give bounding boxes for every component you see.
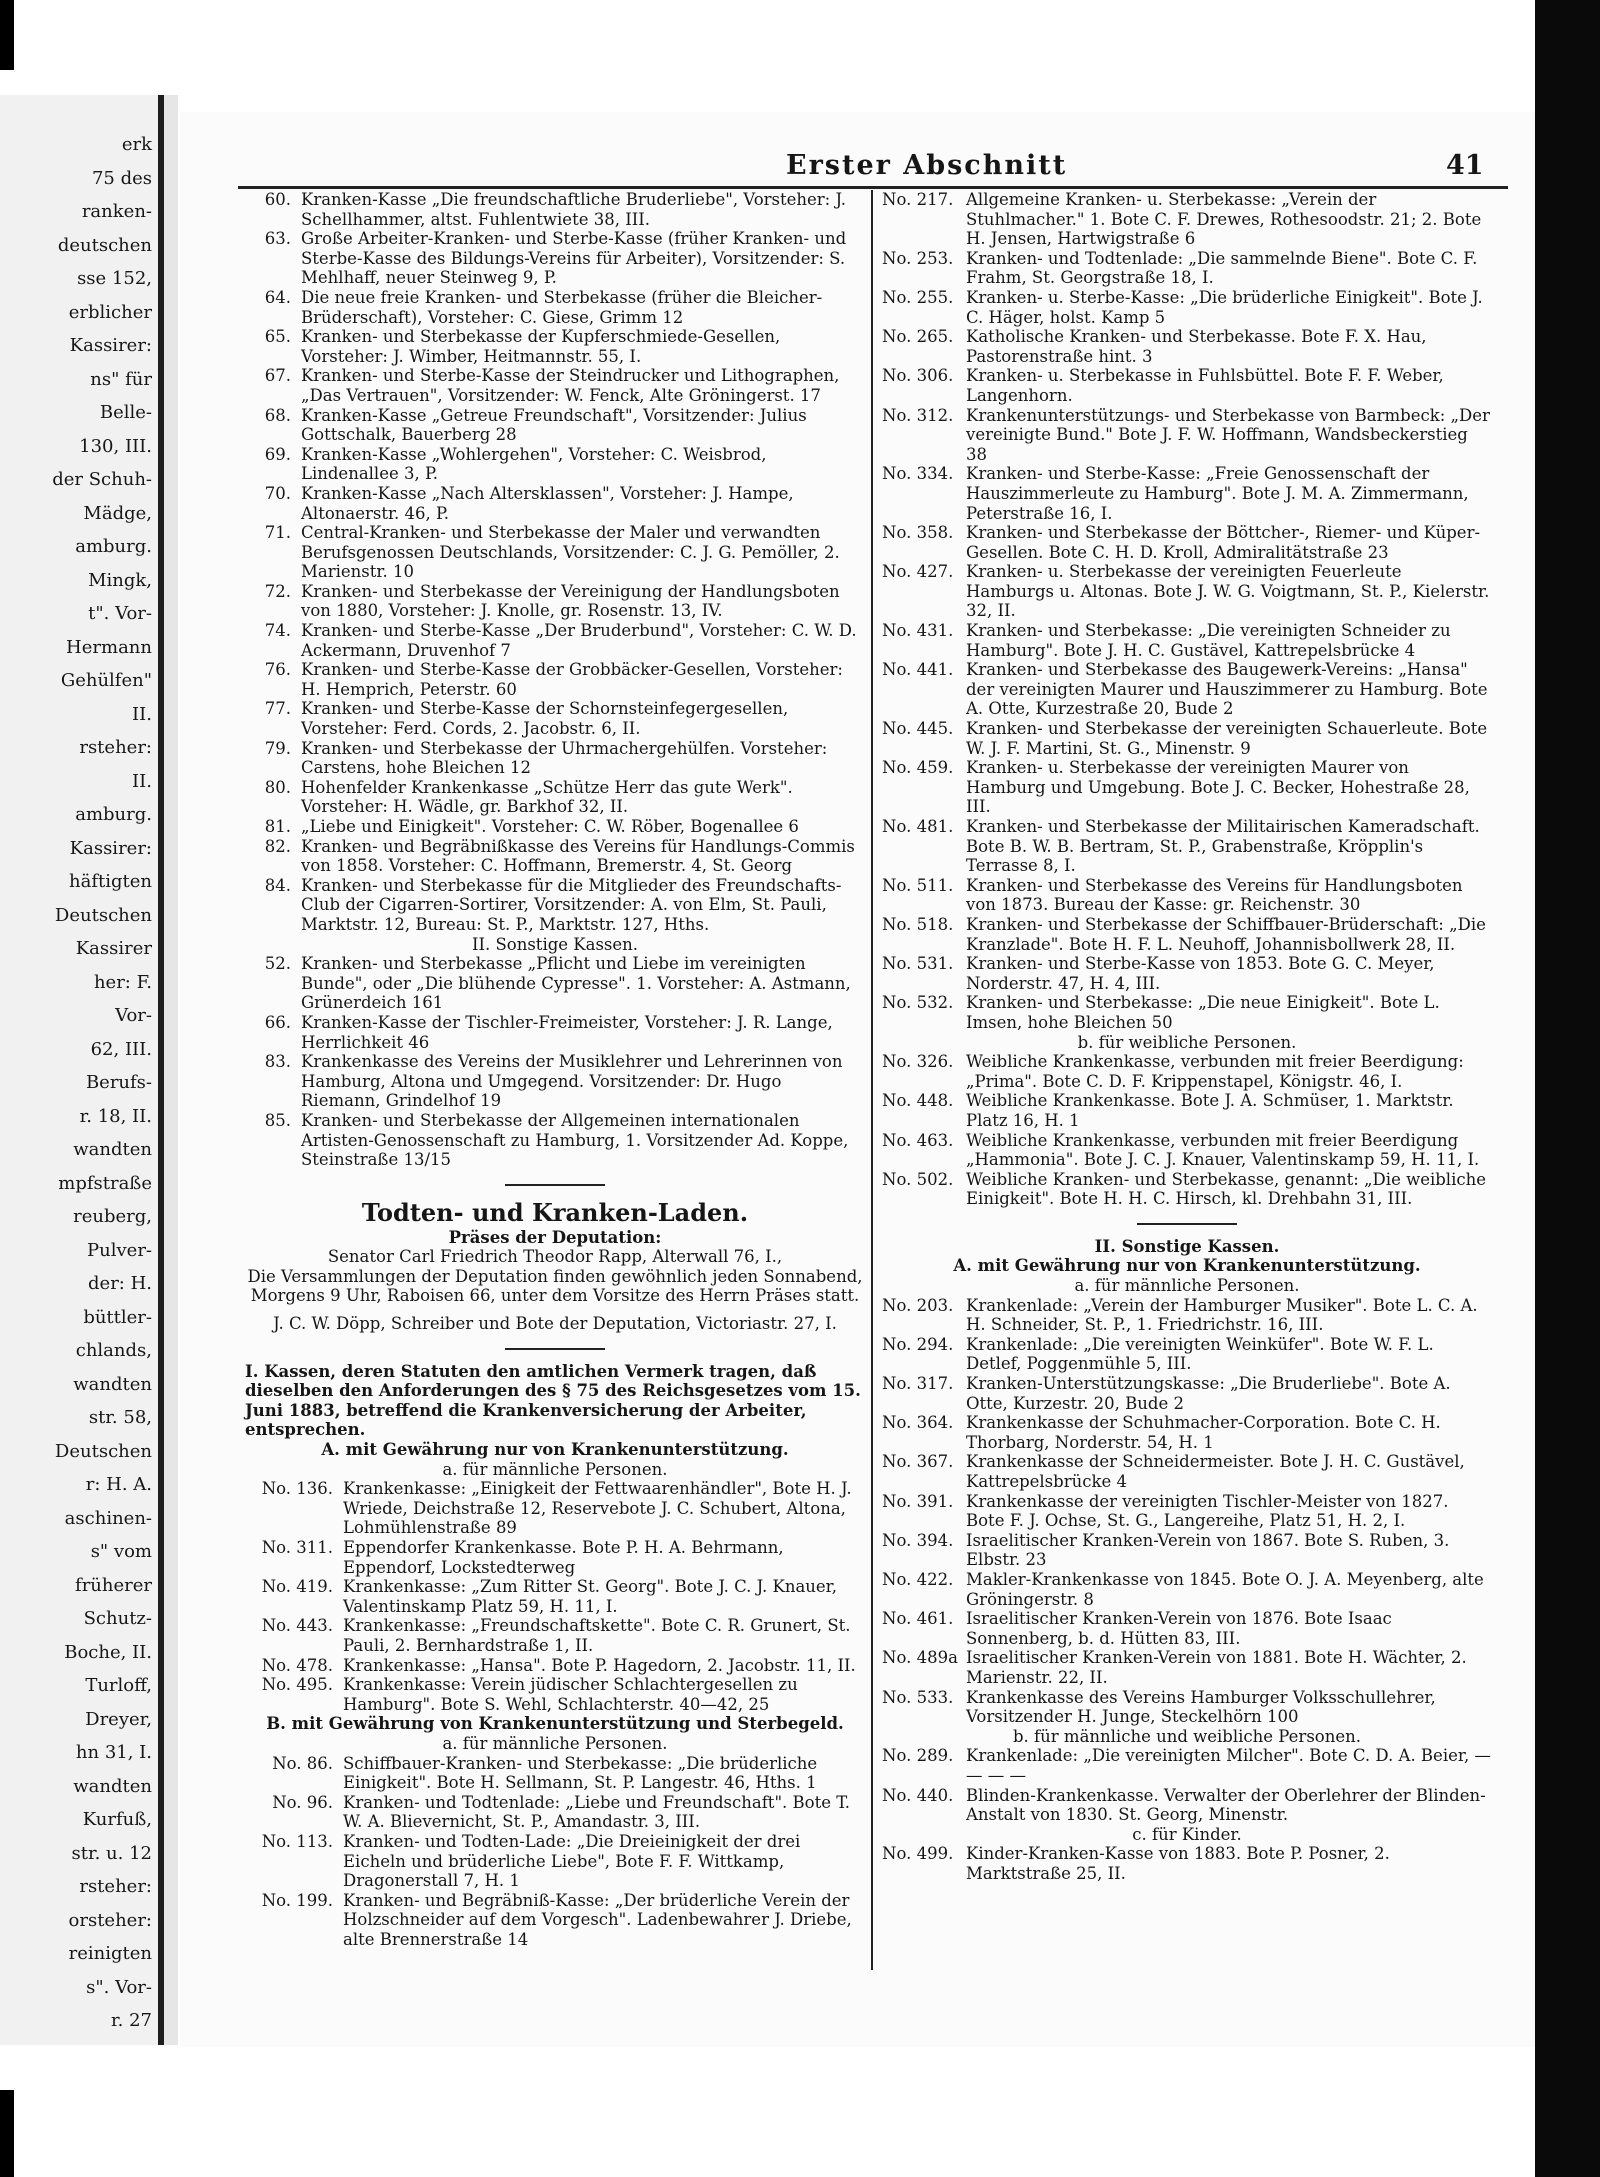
entry-text: Krankenlade: „Verein der Hamburger Musiker". Bote L. C. A. H. Schneider, St. P., 1. Friedrichstr. 16, III. bbox=[966, 1295, 1478, 1335]
entry-number: 66. bbox=[264, 1012, 291, 1032]
fund-entry bbox=[882, 1570, 1492, 1609]
entry-number: No. 358. bbox=[882, 523, 954, 543]
entry-text: Kranken- und Sterbekasse für die Mitglieder des Freundschafts-Club der Cigarren-Sortirer, Vorsitzender: A. von Elm, St. Pauli, Marktstr. 12, Bureau: St. P., Marktstr. 127, Hths. bbox=[301, 875, 842, 934]
fragment-text: Boche, II. bbox=[64, 1641, 152, 1663]
fragment-text: 62, III. bbox=[90, 1038, 152, 1060]
fund-entry bbox=[882, 366, 1492, 405]
fund-entry bbox=[245, 621, 865, 660]
subsection-children: c. für Kinder. bbox=[1132, 1824, 1242, 1844]
fragment-text: erblicher bbox=[68, 301, 152, 323]
fund-entry bbox=[245, 739, 865, 778]
entry-number: No. 459. bbox=[882, 758, 954, 778]
entry-number: No. 317. bbox=[882, 1374, 954, 1394]
fund-entry bbox=[245, 366, 865, 405]
entry-number: 85. bbox=[264, 1110, 291, 1130]
entry-text: Weibliche Krankenkasse. Bote J. A. Schmüser, 1. Marktstr. Platz 16, H. 1 bbox=[966, 1091, 1454, 1130]
fund-entry bbox=[882, 1335, 1492, 1374]
fragment-text: r. 18, II. bbox=[79, 1105, 152, 1127]
entry-number: No. 463. bbox=[882, 1130, 954, 1150]
entry-text: Kranken- u. Sterbe-Kasse: „Die brüderliche Einigkeit". Bote J. C. Häger, holst. Kamp 5 bbox=[966, 287, 1483, 327]
entry-number: No. 255. bbox=[882, 287, 954, 307]
entry-text: Kranken- und Sterbekasse: „Die neue Einigkeit". Bote L. Imsen, hohe Bleichen 50 bbox=[966, 993, 1440, 1032]
header-rule bbox=[238, 186, 1508, 189]
fragment-text: Berufs- bbox=[85, 1072, 152, 1093]
entry-number: No. 391. bbox=[882, 1491, 954, 1511]
fragment-text: Kurfuß, bbox=[82, 1809, 152, 1830]
entry-text: Kranken- und Sterbe-Kasse „Der Bruderbund", Vorsteher: C. W. D. Ackermann, Druvenhof 7 bbox=[301, 621, 857, 660]
fragment-text: wandten bbox=[73, 1139, 152, 1160]
fund-entry bbox=[245, 660, 865, 699]
entry-number: 84. bbox=[264, 875, 291, 895]
entry-text: Makler-Krankenkasse von 1845. Bote O. J. A. Meyenberg, alte Gröningerstr. 8 bbox=[966, 1569, 1484, 1609]
entry-number: No. 531. bbox=[882, 954, 954, 974]
entry-number: No. 443. bbox=[261, 1616, 333, 1636]
fragment-text: her: F. bbox=[93, 971, 152, 993]
entry-text: Weibliche Krankenkasse, verbunden mit freier Beerdigung „Hammonia". Bote J. C. J. Knauer, Valentinskamp 59, H. 11, I. bbox=[966, 1130, 1480, 1170]
entry-text: Kranken- u. Sterbekasse der vereinigten Feuerleute Hamburgs u. Altonas. Bote J. W. G. Voigtmann, St. P., Kielerstr. 32, II. bbox=[966, 562, 1490, 621]
entry-number: No. 448. bbox=[882, 1091, 954, 1111]
section-divider bbox=[1137, 1223, 1237, 1225]
entry-number: 64. bbox=[264, 287, 291, 307]
fragment-text: r: H. A. bbox=[85, 1474, 152, 1495]
fund-entry bbox=[882, 1052, 1492, 1091]
deputation-clerk: J. C. W. Döpp, Schreiber und Bote der Deputation, Victoriastr. 27, I. bbox=[273, 1314, 837, 1334]
entry-number: No. 217. bbox=[882, 190, 954, 209]
entry-text: Kinder-Kranken-Kasse von 1883. Bote P. Posner, 2. Marktstraße 25, II. bbox=[966, 1844, 1390, 1883]
fragment-text: reuberg, bbox=[73, 1206, 152, 1227]
entry-number: No. 532. bbox=[882, 993, 954, 1013]
entry-number: No. 312. bbox=[882, 405, 954, 425]
section-IIA-title: A. mit Gewährung nur von Krankenunterstützung. bbox=[953, 1256, 1421, 1276]
scan-edge-bottom-left bbox=[0, 2090, 14, 2177]
fund-entry bbox=[245, 582, 865, 621]
page-title: Erster Abschnitt bbox=[786, 150, 1068, 181]
entry-text: Kranken- und Sterbekasse: „Die vereinigten Schneider zu Hamburg". Bote J. H. C. Gustävel, Kattrepelsbrücke 4 bbox=[966, 621, 1451, 660]
entry-text: Krankenkasse der vereinigten Tischler-Meister von 1827. Bote F. J. Ochse, St. G., Langereihe, Platz 51, H. 2, I. bbox=[966, 1491, 1449, 1531]
fund-entry bbox=[882, 1746, 1492, 1785]
fragment-text: sse 152, bbox=[77, 268, 152, 289]
section-IB-title: B. mit Gewährung von Krankenunterstützung und Sterbegeld. bbox=[266, 1714, 844, 1734]
entry-number: No. 86. bbox=[272, 1753, 333, 1773]
entry-number: 83. bbox=[264, 1052, 291, 1072]
fund-entry bbox=[882, 1131, 1492, 1170]
fragment-text: Belle- bbox=[99, 402, 152, 423]
entry-text: Hohenfelder Krankenkasse „Schütze Herr das gute Werk". Vorsteher: H. Wädle, gr. Barkhof 32, II. bbox=[301, 777, 793, 817]
entry-number: No. 511. bbox=[882, 875, 954, 895]
entry-text: Kranken- und Sterbekasse des Vereins für Handlungsboten von 1873. Bureau der Kasse: gr. Reichenstr. 30 bbox=[966, 875, 1463, 915]
fund-entry bbox=[882, 621, 1492, 660]
entry-number: No. 311. bbox=[261, 1538, 333, 1557]
fragment-text: orsteher: bbox=[68, 1909, 152, 1931]
entry-number: No. 502. bbox=[882, 1169, 954, 1189]
entry-text: Kranken- und Sterbe-Kasse der Grobbäcker-Gesellen, Vorsteher: H. Hemprich, Peterstr. 60 bbox=[301, 660, 843, 699]
fragment-text: erk bbox=[121, 134, 152, 155]
fund-entry bbox=[882, 1452, 1492, 1491]
meeting-note-line: Morgens 9 Uhr, Raboisen 66, unter dem Vorsitze des Herrn Präses statt. bbox=[250, 1286, 860, 1306]
entry-text: Israelitischer Kranken-Verein von 1867. Bote S. Ruben, 3. Elbstr. 23 bbox=[966, 1530, 1450, 1570]
entry-number: 70. bbox=[264, 483, 291, 503]
entry-number: No. 427. bbox=[882, 562, 954, 582]
entry-number: 82. bbox=[264, 836, 291, 856]
subsection-male: a. für männliche Personen. bbox=[1074, 1276, 1300, 1296]
subsection-female: b. für weibliche Personen. bbox=[1077, 1032, 1297, 1052]
fund-entry bbox=[245, 1891, 865, 1950]
entry-number: No. 499. bbox=[882, 1844, 954, 1864]
fund-entry bbox=[882, 1786, 1492, 1825]
fragment-text: deutschen bbox=[57, 234, 152, 256]
fund-entry bbox=[882, 1648, 1492, 1687]
fragment-text: wandten bbox=[73, 1775, 152, 1797]
entry-text: Kranken- und Sterbekasse der Uhrmachergehülfen. Vorsteher: Carstens, hohe Bleichen 12 bbox=[301, 738, 828, 778]
fragment-text: str. 58, bbox=[88, 1407, 152, 1428]
fragment-text: Hermann bbox=[66, 636, 152, 658]
fragment-text: amburg. bbox=[75, 804, 152, 825]
entry-number: No. 461. bbox=[882, 1609, 954, 1629]
fund-entry bbox=[245, 1616, 865, 1655]
entry-number: 76. bbox=[264, 660, 291, 680]
section-II-title: II. Sonstige Kassen. bbox=[1094, 1236, 1280, 1256]
fund-entry bbox=[245, 445, 865, 484]
fund-entry bbox=[882, 719, 1492, 758]
entry-text: Kranken-Kasse „Wohlergehen", Vorsteher: C. Weisbrod, Lindenallee 3, P. bbox=[301, 444, 767, 484]
adjacent-page-fragment bbox=[0, 95, 164, 2045]
fragment-text: Schutz- bbox=[83, 1608, 152, 1629]
entry-text: Kranken- und Sterbekasse „Pflicht und Liebe im vereinigten Bunde", oder „Die blühende Cypresse". 1. Vorsteher: A. Astmann, Grünerdeich 161 bbox=[301, 954, 851, 1013]
entry-number: 65. bbox=[264, 327, 291, 347]
fund-entry bbox=[882, 1374, 1492, 1413]
fragment-text: büttler- bbox=[83, 1306, 152, 1328]
entry-text: Katholische Kranken- und Sterbekasse. Bote F. X. Hau, Pastorenstraße hint. 3 bbox=[966, 327, 1427, 366]
entry-text: Kranken-Kasse „Nach Altersklassen", Vorsteher: J. Hampe, Altonaerstr. 46, P. bbox=[301, 483, 794, 523]
entry-text: Krankenkasse des Vereins Hamburger Volksschullehrer, Vorsitzender H. Junge, Steckelhörn 100 bbox=[966, 1687, 1436, 1727]
entry-number: No. 294. bbox=[882, 1334, 954, 1354]
entry-text: Kranken- u. Sterbekasse in Fuhlsbüttel. Bote F. F. Weber, Langenhorn. bbox=[966, 366, 1444, 405]
entry-number: No. 489a bbox=[882, 1648, 958, 1668]
entry-number: No. 364. bbox=[882, 1413, 954, 1433]
fund-entry bbox=[882, 1170, 1492, 1209]
entry-text: Kranken- und Todtenlade: „Die sammelnde Biene". Bote C. F. Frahm, St. Georgstraße 18, I. bbox=[966, 248, 1478, 288]
fund-entry bbox=[245, 1013, 865, 1052]
entry-text: Kranken- und Sterbekasse der vereinigten Schauerleute. Bote W. J. F. Martini, St. G., Minenstr. 9 bbox=[966, 719, 1488, 758]
page-number: 41 bbox=[1446, 150, 1484, 181]
fund-entry bbox=[882, 288, 1492, 327]
fund-entry bbox=[245, 1538, 865, 1577]
fund-entry bbox=[245, 327, 865, 366]
fund-entry bbox=[245, 699, 865, 738]
fund-entry bbox=[882, 464, 1492, 523]
entry-number: No. 481. bbox=[882, 817, 954, 836]
entry-number: 52. bbox=[264, 954, 291, 974]
subsection-male: a. für männliche Personen. bbox=[442, 1459, 668, 1479]
fund-entry bbox=[882, 915, 1492, 954]
entry-text: Kranken- und Begräbnißkasse des Vereins für Handlungs-Commis von 1858. Vorsteher: C. Hoffmann, Bremerstr. 4, St. Georg bbox=[301, 836, 855, 876]
fragment-text: Dreyer, bbox=[85, 1708, 152, 1730]
entry-text: Israelitischer Kranken-Verein von 1881. Bote H. Wächter, 2. Marienstr. 22, II. bbox=[966, 1648, 1467, 1687]
entry-text: Schiffbauer-Kranken- und Sterbekasse: „Die brüderliche Einigkeit". Bote H. Sellmann, St. P. Langestr. 46, Hths. 1 bbox=[343, 1753, 818, 1793]
fragment-text: rsteher: bbox=[79, 737, 152, 758]
entry-number: No. 289. bbox=[882, 1746, 954, 1766]
entry-number: No. 419. bbox=[261, 1577, 333, 1597]
entry-text: Central-Kranken- und Sterbekasse der Maler und verwandten Berufsgenossen Deutschlands, Vorsitzender: C. J. G. Pemöller, 2. Marienstr. 10 bbox=[301, 523, 840, 582]
fund-entry bbox=[245, 778, 865, 817]
entry-number: No. 113. bbox=[261, 1831, 333, 1851]
fragment-text: ns" für bbox=[90, 368, 152, 390]
fragment-text: str. u. 12 bbox=[71, 1842, 152, 1864]
fragment-text: 75 des bbox=[91, 167, 152, 189]
fund-entry bbox=[882, 817, 1492, 876]
fragment-text: wandten bbox=[73, 1373, 152, 1395]
entry-text: Kranken-Unterstützungskasse: „Die Bruderliebe". Bote A. Otte, Kurzestr. 20, Bude 2 bbox=[966, 1374, 1451, 1413]
entry-text: Kranken-Kasse „Getreue Freundschaft", Vorsitzender: Julius Gottschalk, Bauerberg 28 bbox=[301, 405, 807, 445]
entry-text: Kranken-Kasse der Tischler-Freimeister, Vorsteher: J. R. Lange, Herrlichkeit 46 bbox=[301, 1012, 833, 1052]
fund-entry bbox=[245, 837, 865, 876]
fragment-text: 130, III. bbox=[79, 435, 152, 457]
entry-number: 71. bbox=[264, 523, 291, 543]
entry-text: Krankenkasse der Schneidermeister. Bote J. H. C. Gustävel, Kattrepelsbrücke 4 bbox=[966, 1452, 1465, 1491]
fund-entry bbox=[882, 562, 1492, 621]
entry-number: No. 518. bbox=[882, 914, 954, 934]
entry-text: Kranken- und Sterbekasse des Baugewerk-Vereins: „Hansa" der vereinigten Maurer und Hauszimmerer zu Hamburg. Bote A. Otte, Kurzestraße 20, Bude 2 bbox=[966, 660, 1488, 719]
subsection-male: a. für männliche Personen. bbox=[442, 1733, 668, 1753]
entry-number: 67. bbox=[264, 366, 291, 386]
fund-entry bbox=[882, 249, 1492, 288]
fund-entry bbox=[245, 817, 865, 837]
fund-entry bbox=[245, 1052, 865, 1111]
column-divider bbox=[871, 190, 873, 1970]
entry-text: Kranken- und Sterbekasse der Kupferschmiede-Gesellen, Vorsteher: J. Wimber, Heitmannstr. 55, I. bbox=[301, 327, 781, 366]
entry-number: No. 445. bbox=[882, 719, 954, 739]
left-column bbox=[245, 190, 865, 1949]
entry-text: Kranken- und Sterbekasse der Schiffbauer-Brüderschaft: „Die Kranzlade". Bote H. F. L. Neuhoff, Johannisbollwerk 28, II. bbox=[966, 914, 1486, 954]
fund-entry bbox=[882, 190, 1492, 249]
fragment-text: Kassirer bbox=[75, 938, 152, 959]
fund-entry bbox=[245, 1832, 865, 1891]
fragment-text: Mädge, bbox=[83, 502, 152, 524]
entry-number: 63. bbox=[264, 229, 291, 249]
fund-entry bbox=[245, 1754, 865, 1793]
entry-text: Krankenkasse des Vereins der Musiklehrer und Lehrerinnen von Hamburg, Altona und Umgegend. Vorsitzender: Dr. Hugo Riemann, Grindelhof 19 bbox=[301, 1052, 843, 1111]
entry-number: No. 253. bbox=[882, 248, 954, 268]
entry-text: Die neue freie Kranken- und Sterbekasse (früher die Bleicher-Brüderschaft), Vorsteher: C. Giese, Grimm 12 bbox=[301, 287, 823, 327]
fragment-text: ranken- bbox=[81, 201, 152, 222]
section-divider bbox=[505, 1348, 605, 1350]
fragment-text: der: H. bbox=[88, 1273, 152, 1294]
fund-entry bbox=[882, 954, 1492, 993]
fragment-text: t". Vor- bbox=[88, 603, 152, 624]
fragment-text: Kassirer: bbox=[69, 837, 152, 859]
entry-text: Blinden-Krankenkasse. Verwalter der Oberlehrer der Blinden-Anstalt von 1830. St. Georg, Minenstr. bbox=[966, 1785, 1486, 1825]
fragment-text: Gehülfen" bbox=[60, 670, 152, 691]
entry-text: Kranken- und Sterbe-Kasse der Steindrucker und Lithographen, „Das Vertrauen", Vorsitzender: W. Fenck, Alte Gröningerst. 17 bbox=[301, 366, 840, 405]
entry-text: „Liebe und Einigkeit". Vorsteher: C. W. Röber, Bogenallee 6 bbox=[301, 817, 799, 836]
fund-entry bbox=[245, 1793, 865, 1832]
entry-text: Kranken- u. Sterbekasse der vereinigten Maurer von Hamburg und Umgebung. Bote J. C. Becker, Hohestraße 28, III. bbox=[966, 758, 1470, 817]
fragment-text: chlands, bbox=[75, 1340, 152, 1361]
subsection-male-female: b. für männliche und weibliche Personen. bbox=[1013, 1726, 1361, 1746]
entry-number: 74. bbox=[264, 621, 291, 641]
entry-number: 68. bbox=[264, 405, 291, 425]
entry-number: 81. bbox=[264, 817, 291, 836]
praeses-name: Senator Carl Friedrich Theodor Rapp, Alterwall 76, I., bbox=[327, 1247, 783, 1267]
fund-entry bbox=[882, 406, 1492, 465]
entry-text: Weibliche Krankenkasse, verbunden mit freier Beerdigung: „Prima". Bote C. D. F. Krippenstapel, Königstr. 46, I. bbox=[966, 1052, 1464, 1091]
entry-text: Allgemeine Kranken- u. Sterbekasse: „Verein der Stuhlmacher." 1. Bote C. F. Drewes, Rothesoodstr. 21; 2. Bote H. Jensen, Hartwigstraße 6 bbox=[966, 190, 1482, 249]
fund-entry bbox=[882, 327, 1492, 366]
fragment-text: häftigten bbox=[69, 871, 152, 892]
right-column bbox=[882, 190, 1492, 1883]
fund-entry bbox=[245, 523, 865, 582]
section-I-title: I. Kassen, deren Statuten den amtlichen Vermerk tragen, daß dieselben den Anforderungen des § 75 des Reichsgesetzes vom 15. Juni 1883, betreffend die Krankenversicherung der Arbeiter, entsprechen. bbox=[245, 1361, 861, 1440]
book-gutter bbox=[164, 95, 178, 2045]
entry-text: Kranken- und Sterbe-Kasse: „Freie Genossenschaft der Hauszimmerleute zu Hamburg". Bote J. M. A. Zimmermann, Peterstraße 16, I. bbox=[966, 464, 1469, 523]
entry-text: Krankenkasse der Schuhmacher-Corporation. Bote C. H. Thorbarg, Norderstr. 54, H. 1 bbox=[966, 1413, 1441, 1452]
entry-number: No. 136. bbox=[261, 1479, 333, 1499]
entry-number: No. 533. bbox=[882, 1687, 954, 1707]
entry-text: Große Arbeiter-Kranken- und Sterbe-Kasse (früher Kranken- und Sterbe-Kasse des Bildungs-Vereins für Arbeiter), Vorsitzender: S. Mehlhaff, neuer Steinweg 9, P. bbox=[301, 229, 847, 288]
entry-text: Kranken- und Sterbekasse der Militairischen Kameradschaft. Bote B. W. B. Bertram, St. P., Grabenstraße, Kröpplin's Terrasse 8, I. bbox=[966, 817, 1480, 876]
fund-entry bbox=[882, 1091, 1492, 1130]
entry-number: No. 203. bbox=[882, 1295, 954, 1315]
fund-entry bbox=[882, 1531, 1492, 1570]
fund-entry bbox=[245, 406, 865, 445]
entry-text: Kranken- und Sterbekasse der Allgemeinen internationalen Artisten-Genossenschaft zu Hamburg, 1. Vorsitzender Ad. Koppe, Steinstraße 13/15 bbox=[301, 1110, 849, 1170]
section-title-todtenladen: Todten- und Kranken-Laden. bbox=[361, 1197, 749, 1227]
meeting-note-line: Die Versammlungen der Deputation finden gewöhnlich jeden Sonnabend, bbox=[247, 1266, 863, 1286]
entry-number: No. 306. bbox=[882, 366, 954, 386]
entry-number: No. 478. bbox=[261, 1655, 333, 1675]
fund-entry bbox=[245, 876, 865, 935]
entry-number: No. 422. bbox=[882, 1569, 954, 1589]
heading-sonstige-kassen: II. Sonstige Kassen. bbox=[471, 934, 639, 954]
fund-entry bbox=[882, 660, 1492, 719]
fragment-text: r. 27 bbox=[111, 2010, 152, 2031]
entry-number: No. 265. bbox=[882, 327, 954, 347]
entry-text: Krankenkasse: „Einigkeit der Fettwaarenhändler", Bote H. J. Wriede, Deichstraße 12, Reservebote J. C. Schubert, Altona, Lohmühlenstraße 89 bbox=[343, 1479, 852, 1538]
entry-number: No. 199. bbox=[261, 1890, 333, 1910]
fund-entry bbox=[245, 1577, 865, 1616]
fragment-text: mpfstraße bbox=[58, 1172, 152, 1194]
entry-number: No. 495. bbox=[261, 1675, 333, 1695]
fragment-text: s" vom bbox=[90, 1541, 152, 1562]
entry-text: Weibliche Kranken- und Sterbekasse, genannt: „Die weibliche Einigkeit". Bote H. H. C. Hirsch, kl. Drehbahn 31, III. bbox=[966, 1169, 1486, 1209]
entry-number: 77. bbox=[264, 699, 291, 719]
section-divider bbox=[505, 1184, 605, 1186]
fund-entry bbox=[245, 1656, 865, 1676]
fragment-text: aschinen- bbox=[64, 1507, 152, 1529]
entry-number: No. 96. bbox=[272, 1792, 333, 1812]
fund-entry bbox=[882, 1296, 1492, 1335]
entry-text: Israelitischer Kranken-Verein von 1876. Bote Isaac Sonnenberg, b. d. Hütten 83, III. bbox=[966, 1609, 1392, 1648]
fund-entry bbox=[882, 876, 1492, 915]
entry-text: Kranken- und Todten-Lade: „Die Dreieinigkeit der drei Eicheln und brüderliche Liebe", Bote F. F. Wittkamp, Dragonerstall 7, H. 1 bbox=[343, 1831, 801, 1891]
fragment-text: Turloff, bbox=[85, 1675, 152, 1696]
fund-entry bbox=[245, 1111, 865, 1170]
section-IA-title: A. mit Gewährung nur von Krankenunterstützung. bbox=[321, 1440, 789, 1460]
entry-number: 79. bbox=[264, 738, 291, 758]
fund-entry bbox=[245, 190, 865, 229]
fund-entry bbox=[245, 288, 865, 327]
fragment-text: Deutschen bbox=[54, 1440, 152, 1462]
entry-text: Krankenkasse: Verein jüdischer Schlachtergesellen zu Hamburg". Bote S. Wehl, Schlachterstr. 40—42, 25 bbox=[343, 1675, 798, 1714]
entry-number: No. 431. bbox=[882, 621, 954, 641]
fragment-text: II. bbox=[132, 770, 152, 792]
entry-number: No. 394. bbox=[882, 1530, 954, 1550]
fragment-text: der Schuh- bbox=[52, 469, 152, 490]
fund-entry bbox=[882, 523, 1492, 562]
fragment-text: II. bbox=[132, 703, 152, 725]
entry-number: 69. bbox=[264, 444, 291, 464]
entry-text: Krankenkasse: „Hansa". Bote P. Hagedorn, 2. Jacobstr. 11, II. bbox=[343, 1655, 856, 1675]
entry-text: Krankenkasse: „Zum Ritter St. Georg". Bote J. C. J. Knauer, Valentinskamp Platz 59, H. 11, I. bbox=[343, 1577, 838, 1616]
fragment-text: früherer bbox=[75, 1574, 152, 1596]
scan-edge-right bbox=[1535, 0, 1600, 2177]
fragment-text: reinigten bbox=[68, 1943, 152, 1964]
fragment-text: Deutschen bbox=[54, 904, 152, 926]
entry-number: 60. bbox=[264, 190, 291, 209]
fragment-text: s". Vor- bbox=[86, 1976, 152, 1998]
entry-text: Eppendorfer Krankenkasse. Bote P. H. A. Behrmann, Eppendorf, Lockstedterweg bbox=[343, 1538, 784, 1577]
fund-entry bbox=[882, 758, 1492, 817]
entry-text: Kranken- und Sterbe-Kasse der Schornsteinfegergesellen, Vorsteher: Ferd. Cords, 2. Jacobstr. 6, II. bbox=[301, 699, 789, 739]
entry-text: Kranken- und Sterbe-Kasse von 1853. Bote G. C. Meyer, Norderstr. 47, H. 4, III. bbox=[966, 954, 1435, 993]
fund-entry bbox=[245, 229, 865, 288]
fragment-text: Kassirer: bbox=[69, 335, 152, 356]
fragment-text: rsteher: bbox=[79, 1876, 152, 1897]
entry-text: Kranken-Kasse „Die freundschaftliche Bruderliebe", Vorsteher: J. Schellhammer, altst. Fuhlentwiete 38, III. bbox=[301, 190, 847, 229]
fragment-text: amburg. bbox=[75, 536, 152, 557]
entry-number: No. 441. bbox=[882, 660, 954, 680]
entry-text: Krankenlade: „Die vereinigten Milcher". Bote C. D. A. Beier, — — — — bbox=[966, 1746, 1491, 1785]
fund-entry bbox=[245, 1675, 865, 1714]
scan-edge-top-left bbox=[0, 0, 14, 70]
fund-entry bbox=[882, 1413, 1492, 1452]
fund-entry bbox=[882, 993, 1492, 1032]
entry-text: Krankenkasse: „Freundschaftskette". Bote C. R. Grunert, St. Pauli, 2. Bernhardstraße 1, II. bbox=[343, 1616, 851, 1655]
fund-entry bbox=[245, 484, 865, 523]
fund-entry bbox=[882, 1688, 1492, 1727]
fragment-text: Vor- bbox=[115, 1005, 152, 1026]
praeses-title: Präses der Deputation: bbox=[448, 1227, 662, 1247]
fragment-text: Pulver- bbox=[87, 1239, 152, 1261]
entry-number: No. 440. bbox=[882, 1785, 954, 1805]
entry-text: Krankenlade: „Die vereinigten Weinküfer". Bote W. F. L. Detlef, Poggenmühle 5, III. bbox=[966, 1334, 1434, 1374]
entry-number: 72. bbox=[264, 581, 291, 601]
entry-number: 80. bbox=[264, 777, 291, 797]
fragment-text: hn 31, I. bbox=[75, 1742, 152, 1763]
fund-entry bbox=[882, 1844, 1492, 1883]
entry-text: Kranken- und Sterbekasse der Vereinigung der Handlungsboten von 1880, Vorsteher: J. Knolle, gr. Rosenstr. 13, IV. bbox=[301, 581, 840, 621]
fund-entry bbox=[882, 1492, 1492, 1531]
entry-number: No. 334. bbox=[882, 464, 954, 484]
fund-entry bbox=[245, 954, 865, 1013]
fund-entry bbox=[882, 1609, 1492, 1648]
entry-text: Krankenunterstützungs- und Sterbekasse von Barmbeck: „Der vereinigte Bund." Bote J. F. W. Hoffmann, Wandsbeckerstieg 38 bbox=[966, 405, 1490, 464]
fund-entry bbox=[245, 1479, 865, 1538]
entry-number: No. 367. bbox=[882, 1452, 954, 1472]
fragment-text: Mingk, bbox=[88, 569, 152, 591]
entry-text: Kranken- und Begräbniß-Kasse: „Der brüderliche Verein der Holzschneider auf dem Vorgesch". Ladenbewahrer J. Driebe, alte Brennerstraße 14 bbox=[343, 1890, 852, 1949]
entry-text: Kranken- und Sterbekasse der Böttcher-, Riemer- und Küper-Gesellen. Bote C. H. D. Kroll, Admiralitätstraße 23 bbox=[966, 523, 1481, 562]
entry-number: No. 326. bbox=[882, 1052, 954, 1072]
entry-text: Kranken- und Todtenlade: „Liebe und Freundschaft". Bote T. W. A. Blievernicht, St. P., Amandastr. 3, III. bbox=[343, 1792, 851, 1832]
